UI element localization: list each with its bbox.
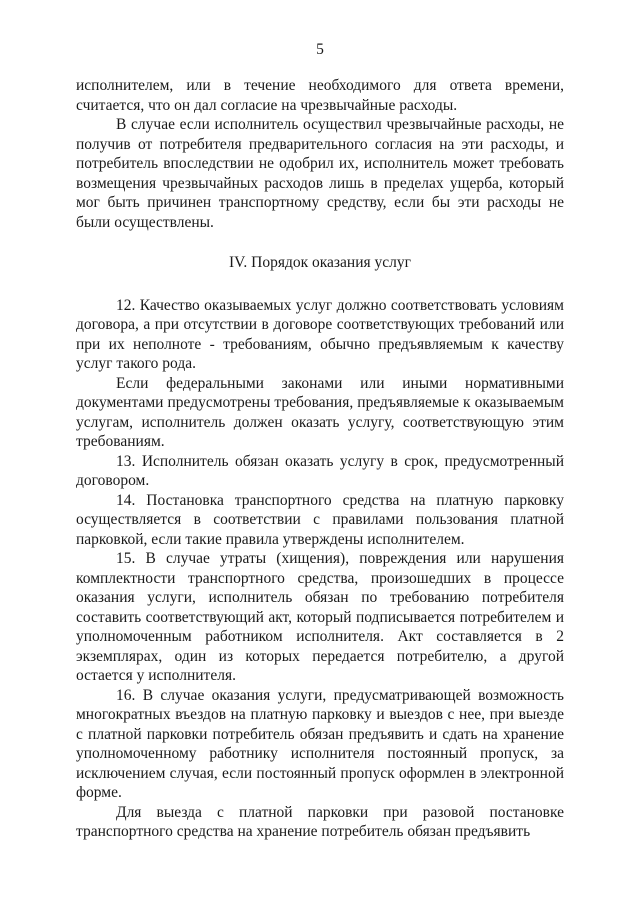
page-number: 5 bbox=[316, 41, 324, 58]
section-heading: IV. Порядок оказания услуг bbox=[229, 254, 411, 271]
clause-12-requirements: Если федеральными законами или иными нормативными документами предусмотрены требования, предъявляемые к оказываемым услугам, исполнитель должен оказать услугу, соответствующую этим требованиям. bbox=[76, 374, 564, 450]
clause-13: 13. Исполнитель обязан оказать услугу в срок, предусмотренный договором. bbox=[76, 452, 564, 489]
clause-16-exit: Для выезда с платной парковки при разовой постановке транспортного средства на хранение потребитель обязан предъявить bbox=[76, 803, 564, 840]
paragraph-extraordinary-expenses: В случае если исполнитель осуществил чрезвычайные расходы, не получив от потребителя предварительного согласия на эти расходы, и потребитель впоследствии не одобрил их, исполнитель может требовать возмещения чрезвычайных расходов лишь в пределах ущерба, который мог быть причинен транспортному средству, если бы эти расходы не были осуществлены. bbox=[76, 116, 564, 231]
clause-15: 15. В случае утраты (хищения), повреждения или нарушения комплектности транспортного средства, произошедших в процессе оказания услуги, исполнитель обязан по требованию потребителя составить соответствующий акт, который подписывается потребителем и уполномоченным работником исполнителя. Акт составляется в 2 экземплярах, один из которых передается потребителю, а другой остается у исполнителя. bbox=[76, 550, 564, 684]
clause-12: 12. Качество оказываемых услуг должно соответствовать условиям договора, а при отсутствии в договоре соответствующих требований или при их неполноте - требованиям, обычно предъявляемым к качеству услуг такого рода. bbox=[76, 296, 564, 372]
clause-16: 16. В случае оказания услуги, предусматривающей возможность многократных въездов на платную парковку и выездов с нее, при выезде с платной парковки потребитель обязан предъявить и сдать на хранение уполномоченному работнику исполнителя постоянный пропуск, за исключением случая, если постоянный пропуск оформлен в электронной форме. bbox=[76, 686, 564, 801]
clause-14: 14. Постановка транспортного средства на платную парковку осуществляется в соответствии с правилами пользования платной парковкой, если такие правила утверждены исполнителем. bbox=[76, 491, 564, 548]
document-body bbox=[76, 76, 564, 842]
paragraph-continuation: исполнителем, или в течение необходимого для ответа времени, считается, что он дал согласие на чрезвычайные расходы. bbox=[76, 77, 564, 114]
